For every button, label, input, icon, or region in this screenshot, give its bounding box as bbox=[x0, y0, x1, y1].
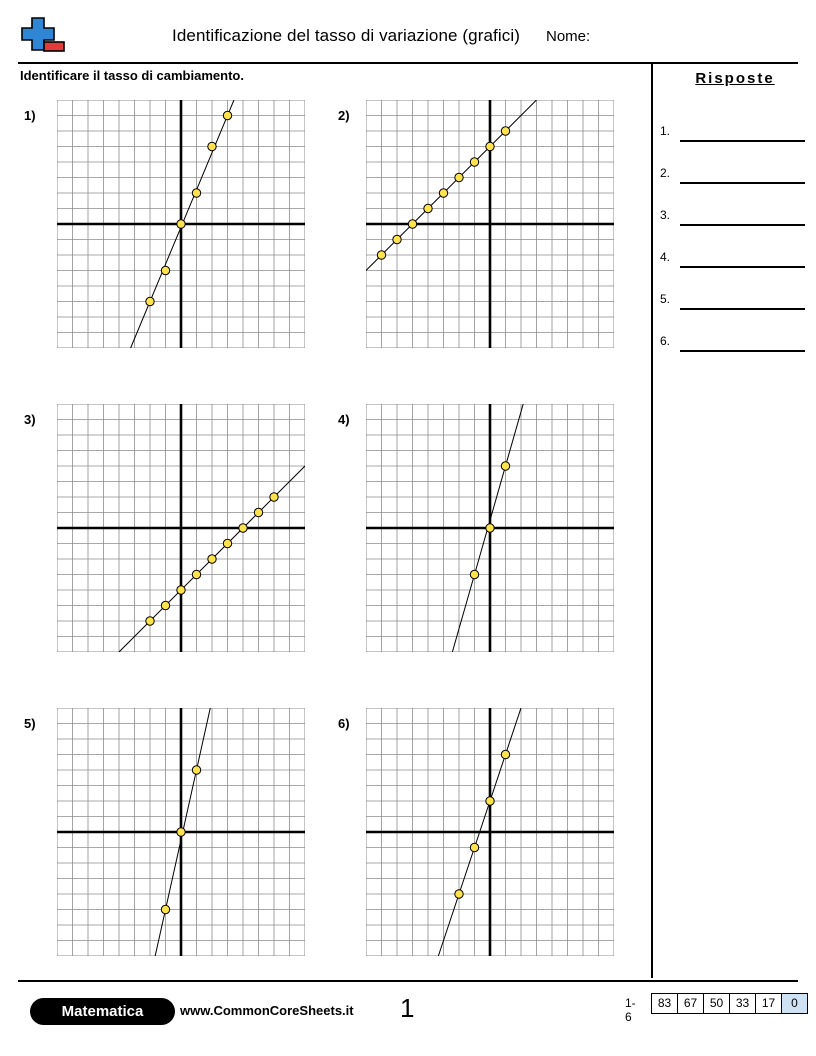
answer-row-6 bbox=[660, 328, 805, 358]
score-cell: 67 bbox=[677, 993, 704, 1014]
graph-1 bbox=[57, 100, 305, 348]
graph-6 bbox=[366, 708, 614, 956]
brand-badge bbox=[30, 998, 175, 1025]
answer-row-3 bbox=[660, 202, 805, 232]
graph-2 bbox=[366, 100, 614, 348]
graph-4 bbox=[366, 404, 614, 652]
problem-number: 1) bbox=[24, 108, 36, 123]
header bbox=[18, 16, 798, 60]
plus-logo-icon bbox=[18, 16, 72, 62]
score-cell: 83 bbox=[651, 993, 678, 1014]
problem-number: 2) bbox=[338, 108, 350, 123]
instruction-text: Identificare il tasso di cambiamento. bbox=[20, 68, 244, 83]
header-divider bbox=[18, 62, 798, 64]
answer-number: 2. bbox=[660, 166, 671, 180]
score-cell: 33 bbox=[729, 993, 756, 1014]
answer-blank-line[interactable] bbox=[680, 140, 805, 142]
answer-row-5 bbox=[660, 286, 805, 316]
answer-blank-line[interactable] bbox=[680, 224, 805, 226]
answer-number: 4. bbox=[660, 250, 671, 264]
page-number: 1 bbox=[400, 993, 415, 1023]
vertical-divider bbox=[651, 62, 653, 978]
problem-number: 6) bbox=[338, 716, 350, 731]
answer-number: 5. bbox=[660, 292, 671, 306]
answer-number: 3. bbox=[660, 208, 671, 222]
answer-row-4 bbox=[660, 244, 805, 274]
answer-row-2 bbox=[660, 160, 805, 190]
problem-number: 5) bbox=[24, 716, 36, 731]
page-title: Identificazione del tasso di variazione (grafici) bbox=[172, 26, 520, 45]
brand-label: Matematica bbox=[61, 1003, 144, 1020]
answer-blank-line[interactable] bbox=[680, 308, 805, 310]
answer-number: 6. bbox=[660, 334, 671, 348]
graph-3 bbox=[57, 404, 305, 652]
score-cell: 50 bbox=[703, 993, 730, 1014]
answer-blank-line[interactable] bbox=[680, 350, 805, 352]
answer-blank-line[interactable] bbox=[680, 266, 805, 268]
score-cell: 17 bbox=[755, 993, 782, 1014]
footer-divider bbox=[18, 980, 798, 982]
score-range-label: 1-6 bbox=[625, 996, 636, 1024]
name-label: Nome: bbox=[546, 28, 591, 45]
answer-row-1 bbox=[660, 118, 805, 148]
problem-number: 4) bbox=[338, 412, 350, 427]
score-cell-zero: 0 bbox=[781, 993, 808, 1014]
graph-5 bbox=[57, 708, 305, 956]
problem-number: 3) bbox=[24, 412, 36, 427]
site-url: www.CommonCoreSheets.it bbox=[180, 1003, 354, 1018]
answer-number: 1. bbox=[660, 124, 671, 138]
answers-heading: Risposte bbox=[695, 70, 775, 87]
answer-blank-line[interactable] bbox=[680, 182, 805, 184]
